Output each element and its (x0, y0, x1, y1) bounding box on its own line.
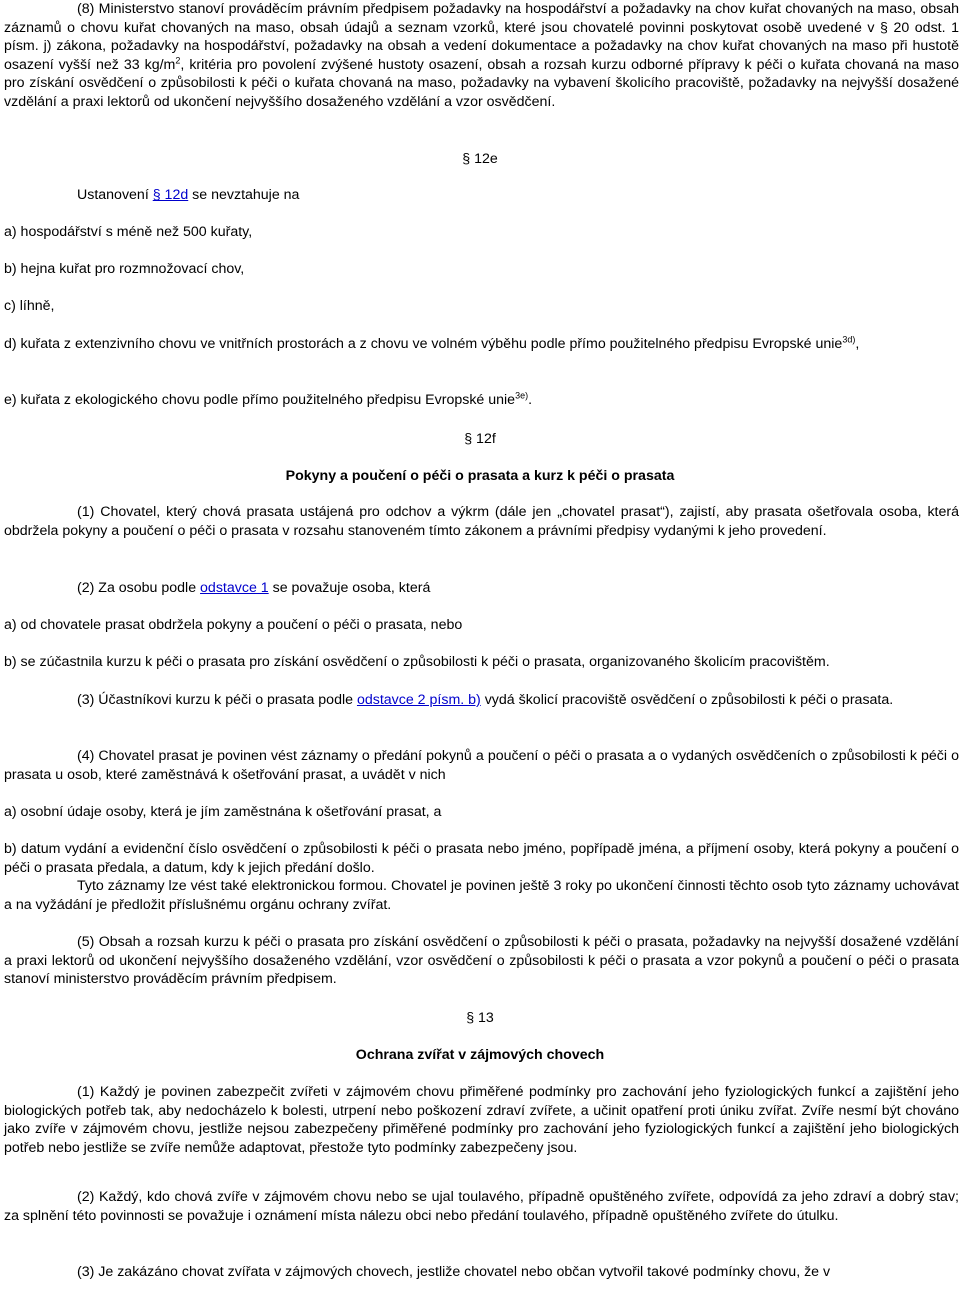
section-13-heading: § 13 (466, 1010, 494, 1026)
exemption-item-c: c) líhně, (4, 298, 55, 314)
paragraph-4-item-b: b) datum vydání a evidenční číslo osvědčení o způsobilosti k péči o prasata nebo jméno, popřípadě jména, a příjmení osoby, která pokyny a poučení o péči o prasata předala, a datum, kdy k jejich předání došlo. (4, 841, 959, 876)
item-e-text: e) kuřata z ekologického chovu podle přímo použitelného předpisu Evropské unie (4, 392, 516, 408)
section-13-paragraph-2: (2) Každý, kdo chová zvíře v zájmovém chovu nebo se ujal toulavého, případně opuštěného zvířete, odpovídá za jeho zdraví a dobrý stav; za splnění této povinnosti se považuje i oznámení místa nálezu obci nebo předání toulavého, případně opuštěného zvířete do útulku. (4, 1189, 959, 1224)
section-12f-paragraph-3 (4, 691, 959, 710)
section-12f-paragraph-4: (4) Chovatel prasat je povinen vést záznamy o předání pokynů a poučení o péči o prasata a o vydaných osvědčeních o způsobilosti k péči o prasata u osob, které zaměstnává k ošetřování prasat, a uvádět v nich (4, 748, 959, 783)
section-13-paragraph-3: (3) Je zakázáno chovat zvířata v zájmových chovech, jestliže chovatel nebo občan vytvořil takové podmínky chovu, že v (77, 1264, 831, 1280)
footnote-ref-3e: 3e) (515, 390, 529, 401)
section-13-title: Ochrana zvířat v zájmových chovech (355, 1047, 605, 1063)
paragraph-8 (4, 0, 959, 111)
link-odstavce-2-b[interactable]: odstavce 2 písm. b) (356, 692, 481, 708)
item-e-end: . (528, 392, 533, 408)
paragraph-3-text-end: vydá školicí pracoviště osvědčení o způsobilosti k péči o prasata. (480, 692, 894, 708)
footnote-ref-3d: 3d) (842, 334, 856, 345)
section-12f-paragraph-1: (1) Chovatel, který chová prasata ustájená pro odchov a výkrm (dále jen „chovatel prasat“), zajistí, aby prasata ošetřovala osoba, která obdržela pokyny a poučení o péči o prasata v rozsahu stanoveném tímto zákonem a právními předpisy vydanými k jeho provedení. (4, 504, 959, 539)
exemption-item-e (4, 391, 959, 410)
paragraph-2-item-b: b) se zúčastnila kurzu k péči o prasata pro získání osvědčení o způsobilosti k péči o prasata, organizovaného školicím pracovištěm. (4, 654, 830, 670)
section-12e-heading: § 12e (462, 151, 498, 167)
exemption-item-b: b) hejna kuřat pro rozmnožovací chov, (4, 261, 245, 277)
section-12f-heading: § 12f (464, 431, 496, 447)
section-12f-paragraph-2 (4, 579, 959, 598)
paragraph-3-text: (3) Účastníkovi kurzu k péči o prasata podle (77, 692, 357, 708)
section-12e-intro (4, 186, 959, 205)
paragraph-2-item-a: a) od chovatele prasat obdržela pokyny a poučení o péči o prasata, nebo (4, 617, 463, 633)
paragraph-2-text-end: se považuje osoba, která (268, 580, 431, 596)
exemption-item-a: a) hospodářství s méně než 500 kuřaty, (4, 224, 253, 240)
superscript-2: 2 (175, 54, 181, 65)
exemption-item-d (4, 335, 959, 354)
paragraph-8-text: (8) Ministerstvo stanoví prováděcím právním předpisem požadavky na hospodářství a požadavky na chov kuřat chovaných na maso, obsah záznamů o chovu kuřat chovaných na maso, obsah údajů a seznam vzorků, které jsou chovatelé povinni poskytovat osobě uvedené v § 20 odst. 1 písm. j) zákona, požadavky na hospodářství, požadavky na obsah a vedení dokumentace a požadavky na chov kuřat chovaných na maso při hustotě osazení vyšší než 33 kg/m (4, 1, 959, 73)
paragraph-2-text: (2) Za osobu podle (77, 580, 201, 596)
item-d-text: d) kuřata z extenzivního chovu ve vnitřních prostorách a z chovu ve volném výběhu podle přímo použitelného předpisu Evropské unie (4, 336, 843, 352)
section-13-paragraph-1: (1) Každý je povinen zabezpečit zvířeti v zájmovém chovu přiměřené podmínky pro zachování jeho fyziologických funkcí a zajištění jeho biologických potřeb tak, aby nedocházelo k bolesti, utrpení nebo poškození zdraví zvířete, a učinit opatření proti úniku zvířat. Zvíře nesmí být chováno jako zvíře v zájmovém chovu, jestliže nejsou zabezpečeny přiměřené podmínky pro zachování jeho fyziologických funkcí a zajištění jeho biologických potřeb nebo jestliže se zvíře nemůže adaptovat, přestože tyto podmínky zabezpečeny jsou. (4, 1084, 959, 1156)
paragraph-4-note: Tyto záznamy lze vést také elektronickou formou. Chovatel je povinen ještě 3 roky po ukončení činnosti těchto osob tyto záznamy uchovávat a na vyžádání je předložit příslušnému orgánu ochrany zvířat. (4, 878, 959, 913)
paragraph-4-item-a: a) osobní údaje osoby, která je jím zaměstnána k ošetřování prasat, a (4, 804, 442, 820)
item-d-end: , (855, 336, 860, 352)
intro-text: Ustanovení (77, 187, 153, 203)
link-12d[interactable]: § 12d (152, 187, 189, 203)
paragraph-8-text-rest: , kritéria pro povolení zvýšené hustoty osazení, obsah a rozsah kurzu odborné přípravy k péči o kuřata chovaná na maso pro získání osvědčení o způsobilosti k péči o kuřata chovaná na maso, požadavky na vybavení školicího pracoviště, požadavky na nejvyšší dosažené vzdělání a praxi lektorů od ukončení nejvyššího dosaženého vzdělání a vzor osvědčení. (4, 56, 959, 110)
section-12f-title: Pokyny a poučení o péči o prasata a kurz k péči o prasata (285, 468, 675, 484)
section-12f-paragraph-5: (5) Obsah a rozsah kurzu k péči o prasata pro získání osvědčení o způsobilosti k péči o prasata, požadavky na nejvyšší dosažené vzdělání a praxi lektorů od ukončení nejvyššího dosaženého vzdělání, vzor osvědčení o způsobilosti k péči o prasata a vzor pokynů a poučení o péči o prasata stanoví ministerstvo prováděcím právním předpisem. (4, 934, 959, 987)
intro-text-end: se nevztahuje na (188, 187, 300, 203)
link-odstavce-1[interactable]: odstavce 1 (200, 580, 269, 596)
